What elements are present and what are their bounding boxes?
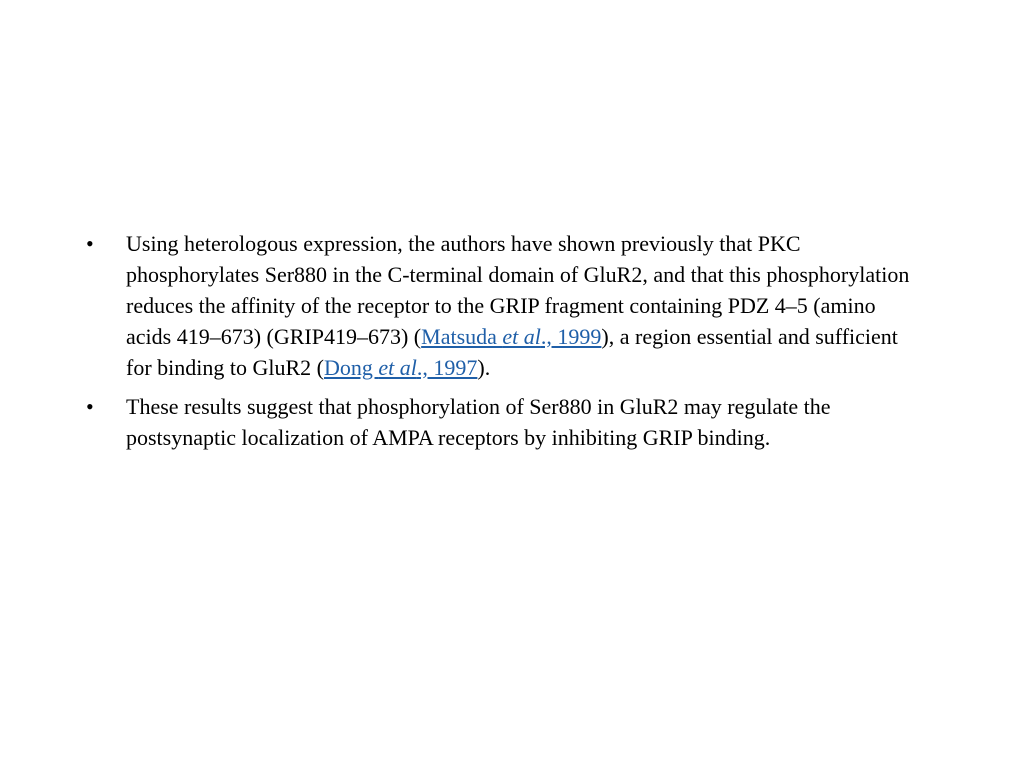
citation-etal: et al [378,355,417,380]
bullet-text: These results suggest that phosphorylation of Ser880 in GluR2 may regulate the postsynaptic localization of AMPA receptors by inhibiting GRIP binding. [126,394,831,450]
citation-link-matsuda[interactable] [421,324,601,349]
bullet-list [86,228,926,461]
bullet-item [86,228,926,383]
bullet-text: ), a region essential and sufficient for binding to GluR2 ( [126,324,898,380]
citation-link-dong[interactable] [324,355,477,380]
citation-etal: et al [502,324,541,349]
bullet-text: ). [477,355,491,380]
citation-year: ., 1999 [540,324,602,349]
bullet-text: Using heterologous expression, the authors have shown previously that PKC phosphorylates Ser880 in the C-terminal domain of GluR2, and that this phosphorylation reduces the affinity of the receptor to the GRIP fragment containing PDZ 4–5 (amino acids 419–673) (GRIP419–673) ( [126,231,910,349]
bullet-item [86,391,926,453]
bullet-marker: • [86,231,94,256]
citation-author: Dong [324,355,379,380]
citation-author: Matsuda [421,324,503,349]
citation-year: ., 1997 [416,355,478,380]
bullet-marker: • [86,394,94,419]
